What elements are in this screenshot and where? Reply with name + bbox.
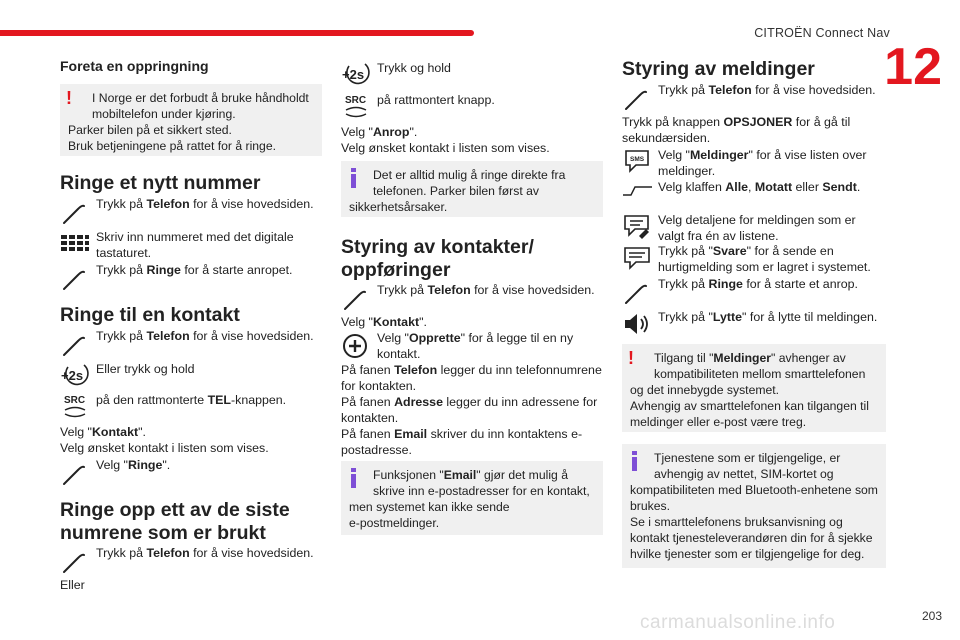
warning-note-2: ! Tilgang til "Meldinger" avhenger av kompatibiliteten mellom smarttelefonen og det innebygde systemet. Avhengig av smarttelefonen kan tilgangen til meldinger eller e-post være treg.	[622, 344, 886, 432]
heading-new-number: Ringe et nytt nummer	[60, 172, 261, 194]
info-icon	[351, 468, 356, 488]
voicemail-listen-icon	[622, 309, 654, 341]
heading-recent-2: numrene som er brukt	[60, 522, 266, 544]
message-details-icon	[622, 212, 654, 244]
src-button-icon	[341, 92, 373, 124]
add-contact-icon	[341, 330, 373, 362]
src-button-icon	[60, 392, 92, 424]
para-eller: Eller	[60, 578, 85, 592]
keypad-icon	[60, 229, 92, 261]
para-fanen-email: På fanen Email skriver du inn kontaktens e-postadresse.	[341, 427, 583, 457]
heading-contact: Ringe til en kontakt	[60, 304, 240, 326]
heading-recent-1: Ringe opp ett av de siste	[60, 499, 290, 521]
info-note-2: Funksjonen "Email" gjør det mulig å skrive inn e-postadresser for en kontakt, men systemet kan ikke sende e-postmeldinger.	[341, 461, 603, 535]
finger-touch-icon	[622, 276, 654, 308]
info-note-3: Tjenestene som er tilgjengelige, er avhengig av nettet, SIM-kortet og kompatibiliteten med Bluetooth-enhetene som brukes. Se i smarttelefonens bruksanvisning og kontakt tjenesteleverandøren din for å sjekke hvilke tjenester som er tilgjengelige for deg.	[622, 444, 886, 568]
heading-contacts-1: Styring av kontakter/	[341, 236, 534, 258]
section-heading-call: Foreta en oppringning	[60, 58, 209, 74]
tab-icon	[622, 179, 654, 211]
svg-text:SMS: SMS	[630, 156, 645, 163]
press-2s-icon	[60, 361, 92, 393]
para-velg-kontakt: Velg "Kontakt".	[60, 425, 146, 439]
para-velg-onsket-2: Velg ønsket kontakt i listen som vises.	[341, 141, 550, 155]
finger-touch-icon	[341, 282, 373, 314]
header-title: CITROËN Connect Nav	[754, 26, 890, 40]
para-opsjoner: Trykk på knappen OPSJONER for å gå til sekundærsiden.	[622, 115, 851, 145]
press-2s-icon	[341, 60, 373, 92]
svg-text:+2s: +2s	[342, 67, 365, 82]
para-velg-anrop: Velg "Anrop".	[341, 125, 418, 139]
sms-icon	[622, 147, 654, 179]
finger-touch-icon	[60, 262, 92, 294]
info-icon	[351, 168, 356, 188]
svg-text:+2s: +2s	[61, 368, 84, 383]
info-note-1: Det er alltid mulig å ringe direkte fra telefonen. Parker bilen først av sikkerhetsårsaker.	[341, 161, 603, 217]
warning-icon: !	[66, 88, 72, 108]
para-fanen-adresse: På fanen Adresse legger du inn adressene for kontakten.	[341, 395, 598, 425]
heading-contacts-2: oppføringer	[341, 259, 451, 281]
svg-text:SRC: SRC	[64, 395, 86, 406]
page-number: 203	[921, 609, 942, 623]
warning-icon: !	[628, 348, 634, 368]
para-fanen-telefon: På fanen Telefon legger du inn telefonnumrene for kontakten.	[341, 363, 602, 393]
finger-touch-icon	[60, 328, 92, 360]
header-red-bar	[0, 30, 474, 36]
heading-messages: Styring av meldinger	[622, 58, 815, 80]
finger-touch-icon	[60, 457, 92, 489]
para-velg-kontakt-2: Velg "Kontakt".	[341, 315, 427, 329]
chapter-number: 12	[884, 38, 942, 96]
finger-touch-icon	[622, 82, 654, 114]
watermark: carmanualsonline.info	[640, 612, 836, 633]
quick-reply-icon	[622, 243, 654, 275]
para-velg-onsket: Velg ønsket kontakt i listen som vises.	[60, 441, 269, 455]
info-icon	[632, 451, 637, 471]
finger-touch-icon	[60, 545, 92, 577]
warning-note: ! I Norge er det forbudt å bruke håndholdt mobiltelefon under kjøring. Parker bilen på et sikkert sted. Bruk betjeningene på rattet for å ringe.	[60, 84, 322, 156]
svg-text:SRC: SRC	[345, 95, 367, 106]
finger-touch-icon	[60, 196, 92, 228]
